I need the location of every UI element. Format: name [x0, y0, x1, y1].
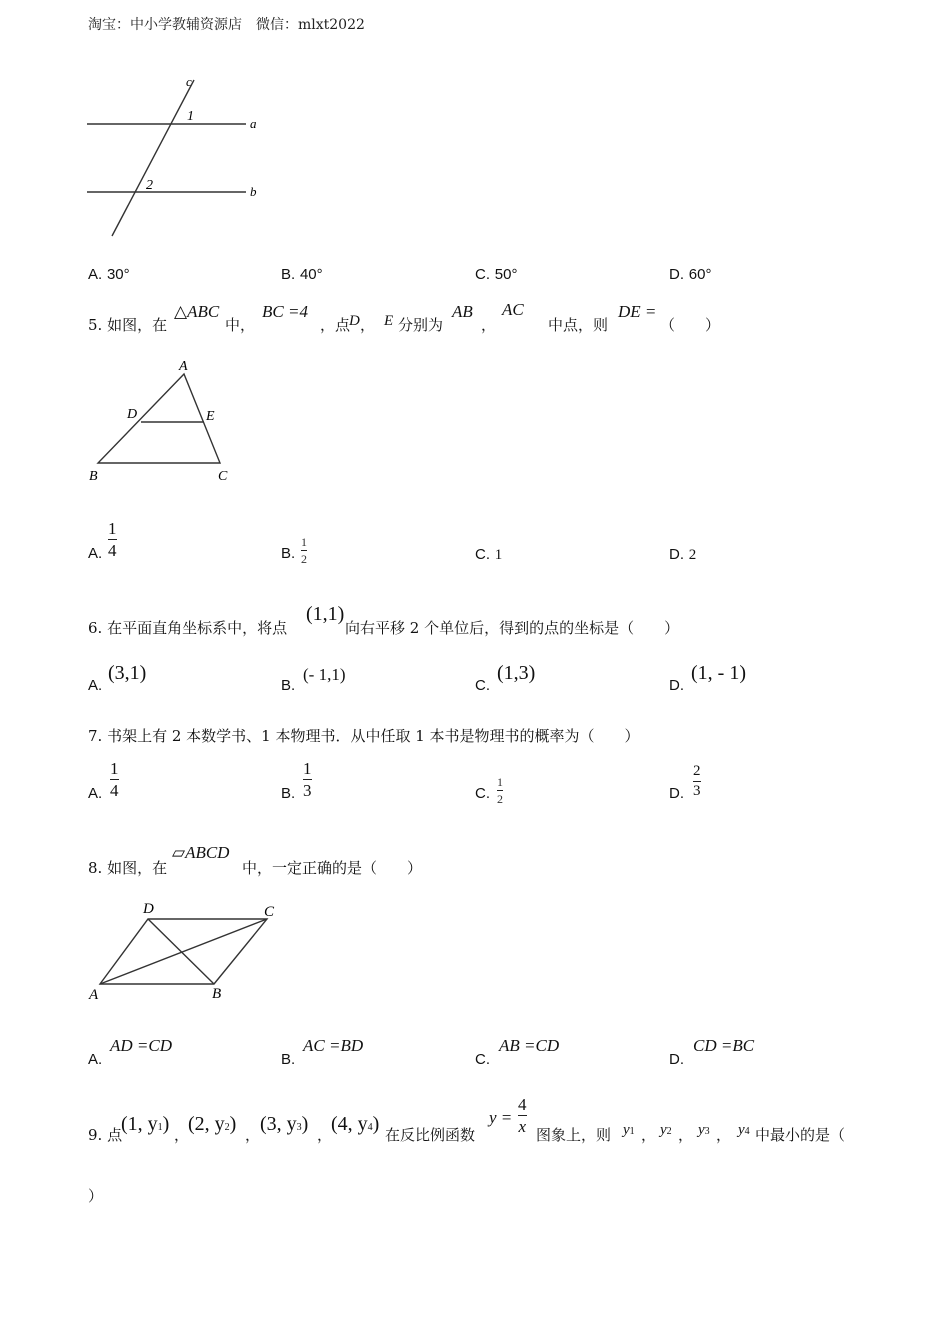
- q9-function-fraction: 4 x: [518, 1095, 527, 1136]
- vertex-a-label: A: [89, 987, 99, 1003]
- vertex-c-label: C: [218, 469, 228, 484]
- q4-option-c-text: 50°: [494, 266, 518, 283]
- q4-option-b[interactable]: B. 40°: [281, 266, 323, 283]
- label-b: b: [250, 184, 257, 199]
- q4-figure: [84, 72, 264, 244]
- q4-option-c[interactable]: C. 50°: [475, 266, 518, 283]
- q8-parallelogram: ▱ABCD: [172, 843, 230, 862]
- q4-option-a[interactable]: A. 30°: [88, 266, 130, 283]
- angle-1-label: 1: [187, 109, 194, 124]
- vertex-b-label: B: [89, 469, 98, 484]
- diagonal-ac: [100, 919, 267, 984]
- q4-option-b-text: 40°: [299, 266, 323, 283]
- q4-option-d-text: 60°: [688, 266, 712, 283]
- vertex-d-label: D: [143, 901, 154, 917]
- q4-option-d[interactable]: D. 60°: [669, 266, 712, 283]
- page-header: 淘宝：中小学教辅资源店 微信：mlxt2022: [88, 17, 365, 33]
- label-c: c: [186, 74, 192, 89]
- q8-figure: [84, 898, 284, 1006]
- q5-option-b-fraction: 1 2: [301, 535, 307, 566]
- label-a: a: [250, 116, 257, 131]
- vertex-c-label: C: [264, 904, 275, 920]
- angle-2-label: 2: [146, 178, 153, 193]
- q5-bc: BC =4: [262, 302, 308, 321]
- q5-figure: [84, 356, 234, 486]
- q5-option-d[interactable]: D. 2: [669, 546, 697, 563]
- diagonal-bd: [148, 919, 214, 984]
- q9-point-2: (2, y2): [188, 1113, 237, 1135]
- line-c: [112, 80, 194, 236]
- point-e-label: E: [206, 409, 215, 424]
- q5-de: DE =: [618, 302, 657, 321]
- q5-option-a-fraction: 1 4: [108, 519, 117, 560]
- q4-option-a-text: 30°: [106, 266, 130, 283]
- q9-point-4: (4, y4): [331, 1113, 380, 1135]
- q5-option-c[interactable]: C. 1: [475, 546, 503, 563]
- q9-point-1: (1, y1): [121, 1113, 170, 1135]
- q9-point-3: (3, y3): [260, 1113, 309, 1135]
- triangle-abc: [98, 374, 220, 463]
- q5-triangle: △ABC: [174, 302, 220, 321]
- q7-stem: 7. 书架上有 2 本数学书、1 本物理书．从中任取 1 本书是物理书的概率为（ ）: [88, 727, 640, 745]
- point-d-label: D: [127, 407, 138, 422]
- vertex-b-label: B: [212, 986, 222, 1002]
- q9-stem: 9. 点 (1, y1) ， (2, y2) ， (3, y3) ， (4, y4) 在反比例函数 y = 4 x 图象上，则 y1 ， y2 ， y3 ， y4 中最小的是（: [88, 1095, 846, 1144]
- q6-point: (1,1): [306, 603, 345, 625]
- q9-close-paren: ）: [88, 1187, 104, 1205]
- vertex-a-label: A: [179, 359, 188, 374]
